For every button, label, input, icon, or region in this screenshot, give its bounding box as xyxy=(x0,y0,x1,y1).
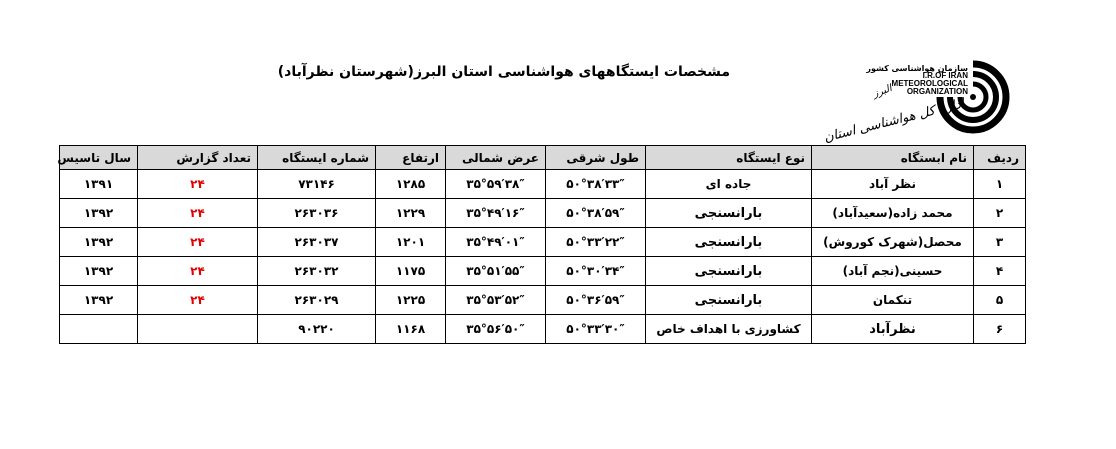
header-station-name: نام ابستگاه xyxy=(812,146,974,170)
cell-report-count: ۲۴ xyxy=(138,228,258,257)
header-latitude: عرض شمالی xyxy=(446,146,546,170)
cell-founding-year: ۱۳۹۱ xyxy=(60,170,138,199)
cell-station-name: محصل(شهرک کوروش) xyxy=(812,228,974,257)
header-row-number: ردیف xyxy=(974,146,1026,170)
cell-report-count: ۲۴ xyxy=(138,257,258,286)
cell-station-name: تنکمان xyxy=(812,286,974,315)
header-report-count: تعداد گزارش xyxy=(138,146,258,170)
cell-station-number: ۹۰۲۲۰ xyxy=(258,315,376,344)
cell-report-count: ۲۴ xyxy=(138,199,258,228)
cell-elevation: ۱۲۰۱ xyxy=(376,228,446,257)
cell-station-number: ۲۶۳۰۳۲ xyxy=(258,257,376,286)
cell-report-count: ۲۴ xyxy=(138,286,258,315)
header-station-type: نوع ایستگاه xyxy=(646,146,812,170)
cell-station-name: نظر آباد xyxy=(812,170,974,199)
cell-latitude: ۳۵°۵۳′۵۲″ xyxy=(446,286,546,315)
cell-longitude: ۵۰°۳۸′۳۳″ xyxy=(546,170,646,199)
cell-station-type: بارانسنجی xyxy=(646,228,812,257)
cell-report-count xyxy=(138,315,258,344)
cell-latitude: ۳۵°۴۹′۰۱″ xyxy=(446,228,546,257)
cell-founding-year: ۱۳۹۲ xyxy=(60,257,138,286)
cell-elevation: ۱۱۷۵ xyxy=(376,257,446,286)
cell-report-count: ۲۴ xyxy=(138,170,258,199)
logo-org-name-en: I.R.OF IRAN METEOROLOGICAL ORGANIZATION xyxy=(891,71,968,96)
cell-station-type: بارانسنجی xyxy=(646,199,812,228)
cell-longitude: ۵۰°۳۳′۳۰″ xyxy=(546,315,646,344)
cell-latitude: ۳۵°۵۶′۵۰″ xyxy=(446,315,546,344)
table-row xyxy=(60,315,1026,344)
table-row xyxy=(60,228,1026,257)
cell-founding-year: ۱۳۹۲ xyxy=(60,199,138,228)
cell-row-number: ۲ xyxy=(974,199,1026,228)
header-founding-year: سال تاسیس xyxy=(60,146,138,170)
cell-station-name: محمد زاده(سعیدآباد) xyxy=(812,199,974,228)
cell-founding-year xyxy=(60,315,138,344)
cell-founding-year: ۱۳۹۲ xyxy=(60,228,138,257)
logo-signature-province: البرز xyxy=(871,83,894,100)
table-row xyxy=(60,199,1026,228)
cell-founding-year: ۱۳۹۲ xyxy=(60,286,138,315)
cell-station-type: بارانسنجی xyxy=(646,257,812,286)
cell-elevation: ۱۱۶۸ xyxy=(376,315,446,344)
cell-longitude: ۵۰°۳۰′۳۴″ xyxy=(546,257,646,286)
page-title: مشخصات ایستگاههای هواشناسی استان البرز(شهرستان نظرآباد) xyxy=(277,64,730,80)
table-row xyxy=(60,286,1026,315)
organization-logo xyxy=(822,58,1012,146)
cell-station-type: بارانسنجی xyxy=(646,286,812,315)
cell-longitude: ۵۰°۳۸′۵۹″ xyxy=(546,199,646,228)
cell-station-number: ۲۶۳۰۳۷ xyxy=(258,228,376,257)
table-row xyxy=(60,170,1026,199)
cell-station-type: جاده ای xyxy=(646,170,812,199)
cell-longitude: ۵۰°۳۶′۵۹″ xyxy=(546,286,646,315)
cell-latitude: ۳۵°۵۱′۵۵″ xyxy=(446,257,546,286)
cell-row-number: ۶ xyxy=(974,315,1026,344)
header-station-number: شماره ایستگاه xyxy=(258,146,376,170)
cell-station-name: حسینی(نجم آباد) xyxy=(812,257,974,286)
table-header-row xyxy=(60,146,1026,170)
cell-longitude: ۵۰°۳۳′۲۲″ xyxy=(546,228,646,257)
cell-latitude: ۳۵°۴۹′۱۶″ xyxy=(446,199,546,228)
table-row xyxy=(60,257,1026,286)
cell-elevation: ۱۲۲۹ xyxy=(376,199,446,228)
cell-station-number: ۷۳۱۴۶ xyxy=(258,170,376,199)
header-longitude: طول شرقی xyxy=(546,146,646,170)
cell-elevation: ۱۲۸۵ xyxy=(376,170,446,199)
cell-station-number: ۲۶۳۰۳۶ xyxy=(258,199,376,228)
cell-row-number: ۴ xyxy=(974,257,1026,286)
cell-station-name: نظرآباد xyxy=(812,315,974,344)
cell-elevation: ۱۲۲۵ xyxy=(376,286,446,315)
cell-row-number: ۳ xyxy=(974,228,1026,257)
logo-signature: اداره کل هواشناسی استان xyxy=(822,96,966,146)
header-elevation: ارتفاع xyxy=(376,146,446,170)
cell-row-number: ۱ xyxy=(974,170,1026,199)
cell-row-number: ۵ xyxy=(974,286,1026,315)
logo-org-name-fa: سازمان هواشناسی کشور xyxy=(866,64,968,73)
cell-latitude: ۳۵°۵۹′۳۸″ xyxy=(446,170,546,199)
cell-station-type: کشاورزی با اهداف خاص xyxy=(646,315,812,344)
cell-station-number: ۲۶۳۰۲۹ xyxy=(258,286,376,315)
stations-table xyxy=(59,145,1026,344)
